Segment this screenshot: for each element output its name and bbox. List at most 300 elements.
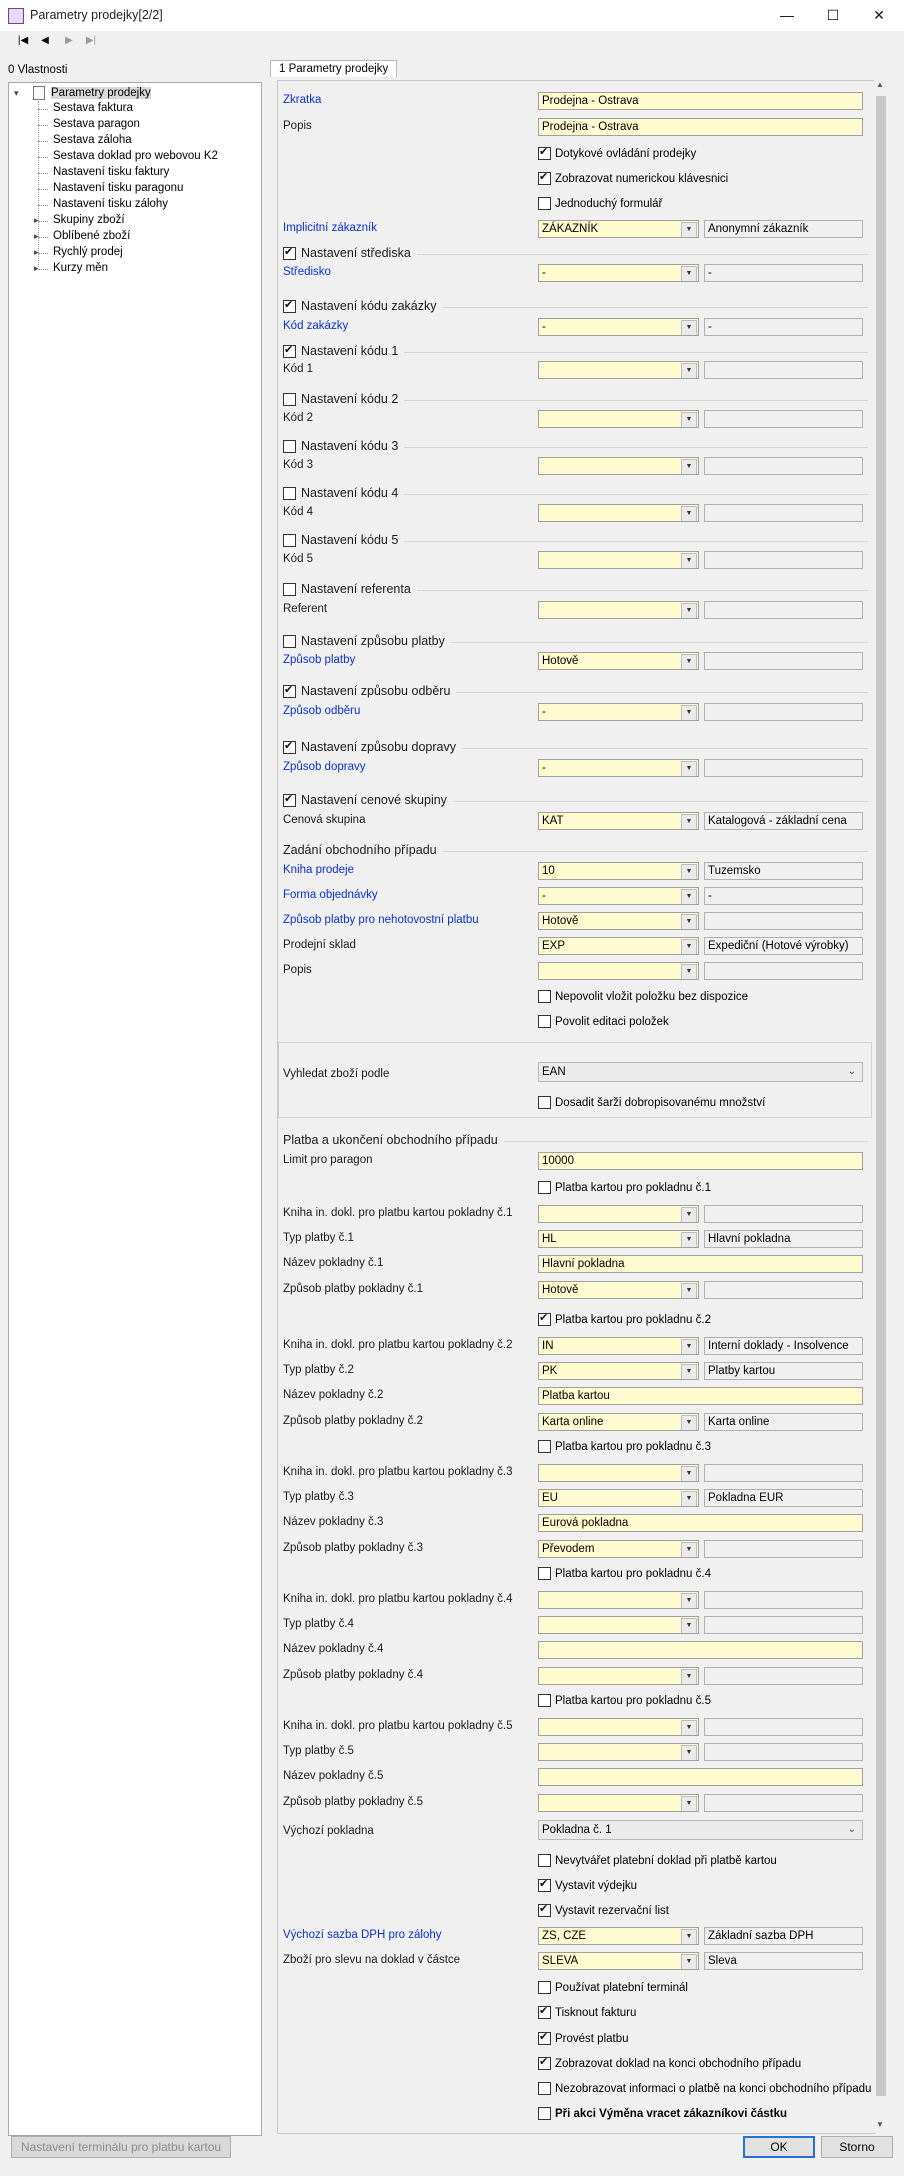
dropdown-value: SLEVA (542, 1955, 579, 1967)
section-title: Nastavení kódu zakázky (301, 299, 437, 313)
checkbox-box[interactable] (538, 2057, 551, 2070)
checkbox-box[interactable] (538, 197, 551, 210)
p4-kniha-dropdown[interactable] (538, 1591, 699, 1609)
section-title: Nastavení střediska (301, 246, 411, 260)
dropdown-value: Převodem (542, 1543, 595, 1555)
expand-icon[interactable]: ▸ (34, 247, 39, 257)
dropdown-value: Hotově (542, 655, 579, 667)
section-odber[interactable] (283, 684, 450, 698)
section-checkbox[interactable] (283, 393, 296, 406)
dropdown-arrow-icon[interactable]: ▼ (681, 1542, 697, 1558)
numericka-checkbox[interactable] (538, 172, 728, 185)
checkbox-box[interactable] (538, 1181, 551, 1194)
group-divider (456, 692, 868, 693)
section-title: Nastavení kódu 1 (301, 344, 399, 358)
p5-card-checkbox[interactable] (538, 1694, 711, 1707)
section-obchodni (283, 843, 437, 857)
limit-input[interactable]: 10000 (538, 1152, 863, 1170)
scrollbar-thumb[interactable] (876, 96, 886, 2096)
limit-label: Limit pro paragon (283, 1154, 373, 1166)
tree-guide-branch (38, 237, 48, 238)
zakazka-desc: - (704, 318, 863, 336)
tree-guide-branch (38, 173, 48, 174)
nezobrazovat-checkbox[interactable] (538, 2082, 871, 2095)
zakaznik-dropdown[interactable] (538, 220, 699, 238)
group-divider (404, 447, 868, 448)
dropdown-arrow-icon[interactable]: ▼ (681, 1466, 697, 1482)
section-title: Nastavení kódu 5 (301, 533, 399, 547)
next-record-button[interactable]: ▶ (65, 35, 73, 46)
cenova-dropdown[interactable] (538, 812, 699, 830)
platba-dropdown[interactable] (538, 652, 699, 670)
dropdown-arrow-icon[interactable]: ▼ (681, 1720, 697, 1736)
checkbox-box[interactable] (538, 1096, 551, 1109)
checkbox-box[interactable] (538, 147, 551, 160)
kod3-label: Kód 3 (283, 459, 314, 471)
dropdown-arrow-icon[interactable]: ▼ (681, 814, 697, 830)
group-divider (404, 541, 868, 542)
section-ukonceni (283, 1133, 498, 1147)
forma-label[interactable]: Forma objednávky (283, 889, 378, 901)
tree-panel (8, 82, 262, 2136)
vertical-scrollbar[interactable] (874, 80, 888, 2132)
checkbox-label: Při akci Výměna vracet zákazníkovi částku (555, 2107, 788, 2120)
dropdown-arrow-icon[interactable]: ▼ (681, 320, 697, 336)
platba-label[interactable]: Způsob platby (283, 654, 356, 666)
p2-card-checkbox[interactable] (538, 1313, 711, 1326)
kod1-dropdown[interactable] (538, 361, 699, 379)
prev-record-button[interactable]: ◀ (41, 35, 49, 46)
p5-typ-desc (704, 1743, 863, 1761)
p5-nazev-label: Název pokladny č.5 (283, 1770, 384, 1782)
referent-desc (704, 601, 863, 619)
odber-dropdown[interactable] (538, 703, 699, 721)
checkbox-label: Tisknout fakturu (555, 2006, 637, 2019)
p1-kniha-dropdown[interactable] (538, 1205, 699, 1223)
checkbox-label: Platba kartou pro pokladnu č.5 (555, 1694, 711, 1707)
p1-zpusob-dropdown[interactable] (538, 1281, 699, 1299)
forma-dropdown[interactable] (538, 887, 699, 905)
group-divider (462, 748, 868, 749)
collapse-icon[interactable]: ▾ (14, 88, 19, 98)
referent-label: Referent (283, 603, 328, 615)
section-checkbox[interactable] (283, 345, 296, 358)
rezervacni-checkbox[interactable] (538, 1904, 669, 1917)
p1-zpusob-label: Způsob platby pokladny č.1 (283, 1283, 424, 1295)
stredisko-label[interactable]: Středisko (283, 266, 331, 278)
sleva-desc: Sleva (704, 1952, 863, 1970)
p3-zpusob-label: Způsob platby pokladny č.3 (283, 1542, 424, 1554)
dropdown-arrow-icon[interactable]: ▼ (681, 1796, 697, 1812)
p3-zpusob-dropdown[interactable] (538, 1540, 699, 1558)
chevron-down-icon[interactable]: ⌄ (847, 1066, 856, 1077)
checkbox-box[interactable] (538, 1313, 551, 1326)
tree-item[interactable]: Sestava paragon (53, 118, 140, 130)
checkbox-label: Dotykové ovládání prodejky (555, 147, 697, 160)
zakazka-dropdown[interactable] (538, 318, 699, 336)
p2-zpusob-dropdown[interactable] (538, 1413, 699, 1431)
expand-icon[interactable]: ▸ (34, 263, 39, 273)
kod4-desc (704, 504, 863, 522)
tree-guide-branch (38, 189, 48, 190)
scroll-up-icon[interactable]: ▲ (876, 80, 884, 89)
section-title: Nastavení způsobu odběru (301, 684, 451, 698)
p1-kniha-label: Kniha in. dokl. pro platbu kartou pokladny č.1 (283, 1207, 513, 1219)
section-title: Nastavení kódu 3 (301, 439, 399, 453)
p4-nazev-label: Název pokladny č.4 (283, 1643, 384, 1655)
dropdown-arrow-icon[interactable]: ▼ (681, 654, 697, 670)
doprava-dropdown[interactable] (538, 759, 699, 777)
terminal-checkbox[interactable] (538, 1981, 688, 1994)
kod2-label: Kód 2 (283, 412, 314, 424)
dosadit-checkbox[interactable] (538, 1096, 765, 1109)
kod1-desc (704, 361, 863, 379)
referent-dropdown[interactable] (538, 601, 699, 619)
section-kod1[interactable] (283, 344, 398, 358)
dropdown-value: HL (542, 1233, 557, 1245)
p4-typ-label: Typ platby č.4 (283, 1618, 354, 1630)
nehotovost-dropdown[interactable] (538, 912, 699, 930)
doprava-label[interactable]: Způsob dopravy (283, 761, 366, 773)
obchodni-popis-desc (704, 962, 863, 980)
cenova-label: Cenová skupina (283, 814, 366, 826)
obchodni-popis-label: Popis (283, 964, 312, 976)
section-title: Nastavení referenta (301, 582, 411, 596)
dropdown-arrow-icon[interactable]: ▼ (681, 1618, 697, 1634)
section-checkbox[interactable] (283, 247, 296, 260)
p1-nazev-input[interactable]: Hlavní pokladna (538, 1255, 863, 1273)
tab-vlastnosti[interactable]: 0 Vlastnosti (8, 64, 68, 76)
ok-button[interactable]: OK (743, 2136, 815, 2158)
nepovolit-checkbox[interactable] (538, 990, 748, 1003)
group-divider (451, 642, 868, 643)
checkbox-box[interactable] (538, 2107, 551, 2120)
kniha-prodeje-label[interactable]: Kniha prodeje (283, 864, 354, 876)
dropdown-arrow-icon[interactable]: ▼ (681, 1364, 697, 1380)
storno-button[interactable]: Storno (821, 2136, 893, 2158)
dropdown-arrow-icon[interactable]: ▼ (681, 553, 697, 569)
app-icon (8, 8, 24, 24)
p2-typ-desc: Platby kartou (704, 1362, 863, 1380)
dropdown-arrow-icon[interactable]: ▼ (681, 1339, 697, 1355)
section-platba[interactable] (283, 634, 445, 648)
p4-card-checkbox[interactable] (538, 1567, 711, 1580)
checkbox-box[interactable] (538, 2006, 551, 2019)
combo-value: EAN (542, 1066, 566, 1078)
odber-desc (704, 703, 863, 721)
dropdown-arrow-icon[interactable]: ▼ (681, 1283, 697, 1299)
dropdown-arrow-icon[interactable]: ▼ (681, 1232, 697, 1248)
editace-checkbox[interactable] (538, 1015, 669, 1028)
section-checkbox[interactable] (283, 300, 296, 313)
section-referent[interactable] (283, 582, 411, 596)
dropdown-arrow-icon[interactable]: ▼ (681, 1669, 697, 1685)
dropdown-value: 10 (542, 865, 555, 877)
kniha-prodeje-desc: Tuzemsko (704, 862, 863, 880)
dropdown-arrow-icon[interactable]: ▼ (681, 1491, 697, 1507)
jednoduchy-checkbox[interactable] (538, 197, 662, 210)
dropdown-arrow-icon[interactable]: ▼ (681, 1593, 697, 1609)
section-title: Nastavení kódu 4 (301, 486, 399, 500)
dropdown-arrow-icon[interactable]: ▼ (681, 1745, 697, 1761)
dropdown-value: ZS, CZE (542, 1930, 587, 1942)
checkbox-box[interactable] (538, 1694, 551, 1707)
section-checkbox[interactable] (283, 741, 296, 754)
p1-typ-dropdown[interactable] (538, 1230, 699, 1248)
dropdown-arrow-icon[interactable]: ▼ (681, 914, 697, 930)
section-title: Zadání obchodního případu (283, 843, 437, 857)
dropdown-value: PK (542, 1365, 558, 1377)
p3-zpusob-desc (704, 1540, 863, 1558)
dropdown-arrow-icon[interactable]: ▼ (681, 1415, 697, 1431)
p4-zpusob-label: Způsob platby pokladny č.4 (283, 1669, 424, 1681)
section-checkbox[interactable] (283, 685, 296, 698)
dropdown-arrow-icon[interactable]: ▼ (681, 363, 697, 379)
zobrazovat-checkbox[interactable] (538, 2057, 801, 2070)
p5-typ-dropdown[interactable] (538, 1743, 699, 1761)
p4-nazev-input[interactable] (538, 1641, 863, 1659)
odber-label[interactable]: Způsob odběru (283, 705, 361, 717)
p4-typ-desc (704, 1616, 863, 1634)
tree-item-root[interactable]: Parametry prodejky (51, 87, 151, 99)
section-cenova[interactable] (283, 793, 447, 807)
dph-dropdown[interactable] (538, 1927, 699, 1945)
dropdown-arrow-icon[interactable]: ▼ (681, 964, 697, 980)
document-icon (33, 86, 45, 100)
checkbox-box[interactable] (538, 1854, 551, 1867)
tree-item[interactable]: Sestava faktura (53, 102, 133, 114)
p4-zpusob-dropdown[interactable] (538, 1667, 699, 1685)
zakaznik-desc: Anonymní zákazník (704, 220, 863, 238)
checkbox-label: Nezobrazovat informaci o platbě na konci obchodního případu (555, 2082, 872, 2095)
p2-kniha-label: Kniha in. dokl. pro platbu kartou pokladny č.2 (283, 1339, 513, 1351)
p2-zpusob-label: Způsob platby pokladny č.2 (283, 1415, 424, 1427)
checkbox-box[interactable] (538, 1981, 551, 1994)
p5-zpusob-desc (704, 1794, 863, 1812)
stredisko-desc: - (704, 264, 863, 282)
p2-typ-dropdown[interactable] (538, 1362, 699, 1380)
tree-item[interactable]: Nastavení tisku zálohy (53, 198, 169, 210)
p5-kniha-desc (704, 1718, 863, 1736)
close-button[interactable]: ✕ (873, 7, 885, 23)
first-record-button[interactable]: |◀ (17, 35, 29, 46)
sklad-desc: Expediční (Hotové výrobky) (704, 937, 863, 955)
kod2-desc (704, 410, 863, 428)
scroll-down-icon[interactable]: ▼ (876, 2120, 884, 2129)
dph-desc: Základní sazba DPH (704, 1927, 863, 1945)
section-kod5[interactable] (283, 533, 398, 547)
p2-nazev-input[interactable]: Platba kartou (538, 1387, 863, 1405)
dotykove-checkbox[interactable] (538, 147, 696, 160)
dropdown-value: Hotově (542, 915, 579, 927)
p3-kniha-dropdown[interactable] (538, 1464, 699, 1482)
dropdown-value: Karta online (542, 1416, 604, 1428)
section-kod2[interactable] (283, 392, 398, 406)
p5-zpusob-dropdown[interactable] (538, 1794, 699, 1812)
dropdown-arrow-icon[interactable]: ▼ (681, 1954, 697, 1970)
checkbox-label: Používat platební terminál (555, 1981, 688, 1994)
section-title: Nastavení kódu 2 (301, 392, 399, 406)
kniha-prodeje-dropdown[interactable] (538, 862, 699, 880)
tree-guide-branch (38, 269, 48, 270)
p5-nazev-input[interactable] (538, 1768, 863, 1786)
checkbox-box[interactable] (538, 1440, 551, 1453)
zkratka-label[interactable]: Zkratka (283, 94, 322, 106)
tree-item[interactable]: Nastavení tisku faktury (53, 166, 170, 178)
dropdown-arrow-icon[interactable]: ▼ (681, 939, 697, 955)
dropdown-arrow-icon[interactable]: ▼ (681, 266, 697, 282)
p5-zpusob-label: Způsob platby pokladny č.5 (283, 1796, 424, 1808)
vychozi-combo[interactable] (538, 1820, 863, 1840)
tree-item[interactable]: Skupiny zboží (53, 214, 125, 226)
checkbox-box[interactable] (538, 990, 551, 1003)
checkbox-box[interactable] (538, 172, 551, 185)
section-doprava[interactable] (283, 740, 456, 754)
popis-label: Popis (283, 120, 312, 132)
stredisko-dropdown[interactable] (538, 264, 699, 282)
nehotovost-desc (704, 912, 863, 930)
section-checkbox[interactable] (283, 534, 296, 547)
zakazka-label[interactable]: Kód zakázky (283, 320, 349, 332)
group-divider (504, 1141, 868, 1142)
popis-input[interactable]: Prodejna - Ostrava (538, 118, 863, 136)
window-title: Parametry prodejky[2/2] (30, 8, 163, 22)
section-checkbox[interactable] (283, 794, 296, 807)
tree-item[interactable]: Nastavení tisku paragonu (53, 182, 184, 194)
tree-item[interactable]: Rychlý prodej (53, 246, 123, 258)
akce-checkbox[interactable] (538, 2107, 787, 2120)
terminal-settings-button[interactable]: Nastavení terminálu pro platbu kartou (11, 2136, 231, 2158)
kod5-dropdown[interactable] (538, 551, 699, 569)
provest-checkbox[interactable] (538, 2032, 629, 2045)
group-divider (417, 254, 868, 255)
checkbox-label: Nepovolit vložit položku bez dispozice (555, 990, 749, 1003)
dropdown-arrow-icon[interactable]: ▼ (681, 222, 697, 238)
dropdown-arrow-icon[interactable]: ▼ (681, 603, 697, 619)
maximize-button[interactable]: ☐ (826, 7, 840, 23)
tree-guide-branch (38, 141, 48, 142)
checkbox-label: Vystavit rezervační list (555, 1904, 669, 1917)
tree-guide-branch (38, 109, 48, 110)
minimize-button[interactable]: — (780, 7, 794, 23)
section-kod3[interactable] (283, 439, 398, 453)
sleva-dropdown[interactable] (538, 1952, 699, 1970)
dropdown-value: EXP (542, 940, 566, 952)
p1-card-checkbox[interactable] (538, 1181, 711, 1194)
p4-zpusob-desc (704, 1667, 863, 1685)
checkbox-box[interactable] (538, 1015, 551, 1028)
section-checkbox[interactable] (283, 583, 296, 596)
sleva-label: Zboží pro slevu na doklad v částce (283, 1954, 461, 1966)
p2-kniha-dropdown[interactable] (538, 1337, 699, 1355)
chevron-down-icon[interactable]: ⌄ (847, 1824, 856, 1835)
section-kod4[interactable] (283, 486, 398, 500)
checkbox-box[interactable] (538, 1879, 551, 1892)
checkbox-label: Platba kartou pro pokladnu č.4 (555, 1567, 711, 1580)
tab-parametry-prodejky[interactable]: 1 Parametry prodejky (270, 60, 397, 77)
kod3-dropdown[interactable] (538, 457, 699, 475)
dropdown-arrow-icon[interactable]: ▼ (681, 459, 697, 475)
tree-item[interactable]: Kurzy měn (53, 262, 108, 274)
kod5-label: Kód 5 (283, 553, 314, 565)
section-checkbox[interactable] (283, 440, 296, 453)
dropdown-arrow-icon[interactable]: ▼ (681, 705, 697, 721)
expand-icon[interactable]: ▸ (34, 215, 39, 225)
dropdown-arrow-icon[interactable]: ▼ (681, 1207, 697, 1223)
dropdown-value: - (542, 762, 546, 774)
checkbox-label: Povolit editaci položek (555, 1015, 669, 1028)
p1-zpusob-desc (704, 1281, 863, 1299)
zakaznik-label[interactable]: Implicitní zákazník (283, 222, 377, 234)
dropdown-arrow-icon[interactable]: ▼ (681, 412, 697, 428)
dropdown-arrow-icon[interactable]: ▼ (681, 864, 697, 880)
p1-typ-desc: Hlavní pokladna (704, 1230, 863, 1248)
sklad-dropdown[interactable] (538, 937, 699, 955)
dropdown-arrow-icon[interactable]: ▼ (681, 889, 697, 905)
kod2-dropdown[interactable] (538, 410, 699, 428)
tree-item[interactable]: Sestava doklad pro webovou K2 (53, 150, 218, 162)
checkbox-label: Dosadit šarži dobropisovanému množství (555, 1096, 766, 1109)
zkratka-input[interactable]: Prodejna - Ostrava (538, 92, 863, 110)
p3-typ-dropdown[interactable] (538, 1489, 699, 1507)
kod4-dropdown[interactable] (538, 504, 699, 522)
tree-guide-branch (38, 205, 48, 206)
p1-nazev-label: Název pokladny č.1 (283, 1257, 384, 1269)
section-strediska[interactable] (283, 246, 411, 260)
group-divider (443, 307, 869, 308)
checkbox-box[interactable] (538, 2032, 551, 2045)
expand-icon[interactable]: ▸ (34, 231, 39, 241)
checkbox-box[interactable] (538, 2082, 551, 2095)
p4-typ-dropdown[interactable] (538, 1616, 699, 1634)
nevytvaret-checkbox[interactable] (538, 1854, 777, 1867)
p3-card-checkbox[interactable] (538, 1440, 711, 1453)
vydejku-checkbox[interactable] (538, 1879, 637, 1892)
checkbox-label: Zobrazovat doklad na konci obchodního případu (555, 2057, 802, 2070)
dropdown-value: - (542, 267, 546, 279)
dph-label[interactable]: Výchozí sazba DPH pro zálohy (283, 1929, 442, 1941)
p3-typ-label: Typ platby č.3 (283, 1491, 354, 1503)
tree-guide-branch (38, 253, 48, 254)
section-checkbox[interactable] (283, 635, 296, 648)
dropdown-arrow-icon[interactable]: ▼ (681, 761, 697, 777)
checkbox-box[interactable] (538, 1567, 551, 1580)
p5-kniha-dropdown[interactable] (538, 1718, 699, 1736)
checkbox-box[interactable] (538, 1904, 551, 1917)
section-checkbox[interactable] (283, 487, 296, 500)
p3-nazev-input[interactable]: Eurová pokladna (538, 1514, 863, 1532)
vyhledat-combo[interactable] (538, 1062, 863, 1082)
kod4-label: Kód 4 (283, 506, 314, 518)
dropdown-arrow-icon[interactable]: ▼ (681, 506, 697, 522)
group-divider (443, 851, 868, 852)
p3-nazev-label: Název pokladny č.3 (283, 1516, 384, 1528)
last-record-button[interactable]: ▶| (85, 35, 97, 46)
tree-item[interactable]: Oblíbené zboží (53, 230, 131, 242)
dropdown-value: - (542, 321, 546, 333)
checkbox-label: Platba kartou pro pokladnu č.3 (555, 1440, 711, 1453)
p1-typ-label: Typ platby č.1 (283, 1232, 354, 1244)
checkbox-label: Provést platbu (555, 2032, 629, 2045)
tree-item[interactable]: Sestava záloha (53, 134, 132, 146)
p3-kniha-label: Kniha in. dokl. pro platbu kartou pokladny č.3 (283, 1466, 513, 1478)
obchodni-popis-dropdown[interactable] (538, 962, 699, 980)
nehotovost-label[interactable]: Způsob platby pro nehotovostní platbu (283, 914, 479, 926)
dropdown-arrow-icon[interactable]: ▼ (681, 1929, 697, 1945)
p2-kniha-desc: Interní doklady - Insolvence (704, 1337, 863, 1355)
tisknout-checkbox[interactable] (538, 2006, 636, 2019)
section-zakazky[interactable] (283, 299, 437, 313)
